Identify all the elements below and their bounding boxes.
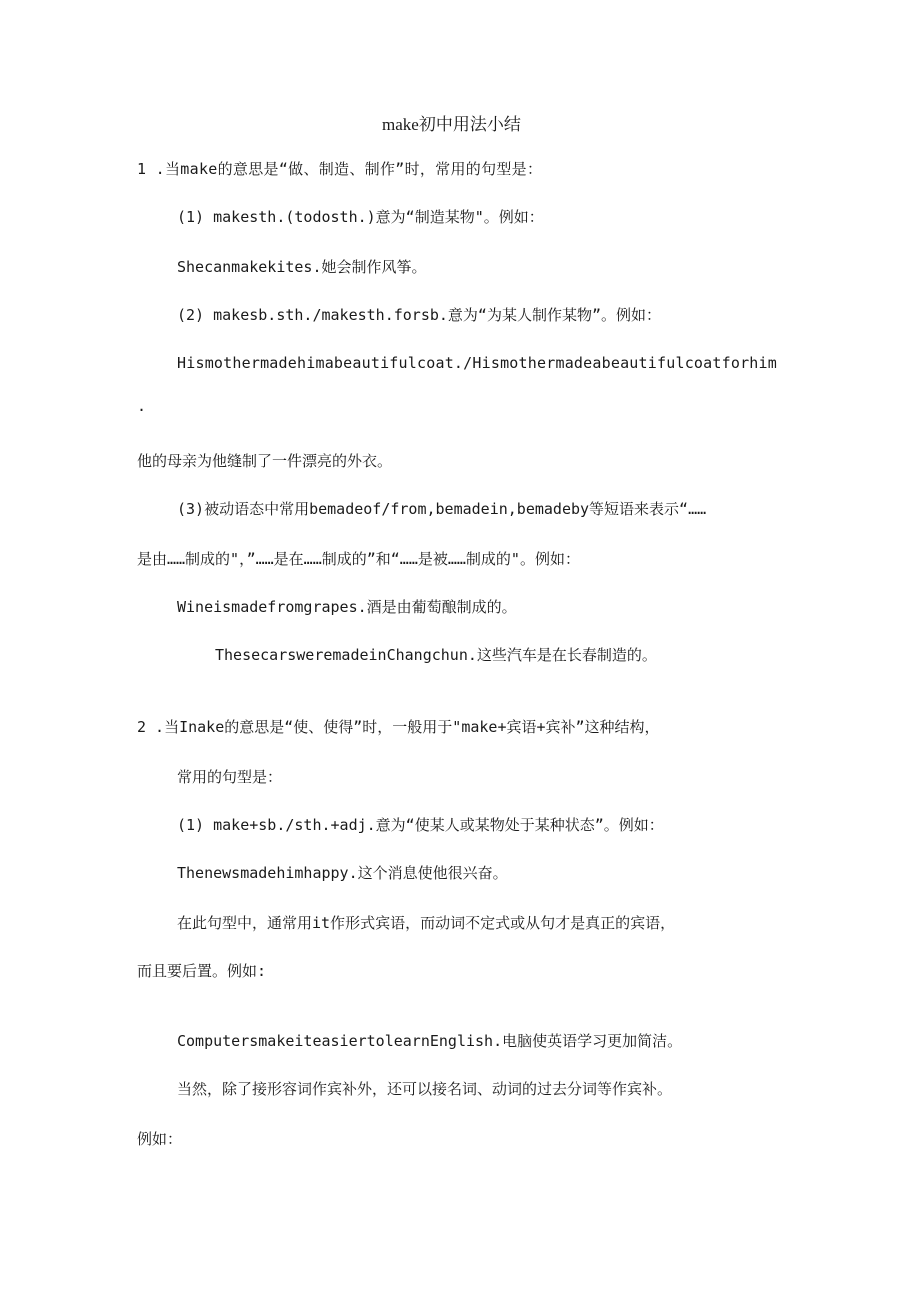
item-1-2: (2) makesb.sth./makesth.forsb.意为“为某人制作某物”。例如： xyxy=(177,306,661,324)
example-2-1b: ComputersmakeiteasiertolearnEnglish.电脑使英语学习更加简洁。 xyxy=(177,1032,683,1050)
section-2-heading-cont: 常用的句型是： xyxy=(177,768,283,786)
example-1-3b: ThesecarsweremadeinChangchun.这些汽车是在长春制造的。 xyxy=(215,646,657,664)
note-2-2: 当然，除了接形容词作宾补外，还可以接名词、动词的过去分词等作宾补。 xyxy=(177,1080,673,1098)
note-2-2-cont: 例如： xyxy=(137,1130,183,1148)
item-2-1: (1) make+sb./sth.+adj.意为“使某人或某物处于某种状态”。例如： xyxy=(177,816,664,834)
example-1-2: Hismothermadehimabeautifulcoat./Hismothermadeabeautifulcoatforhim xyxy=(177,354,777,372)
example-1-1: Shecanmakekites.她会制作风筝。 xyxy=(177,258,427,276)
item-1-3-cont: 是由……制成的"，”……是在……制成的”和“……是被……制成的"。例如： xyxy=(137,550,580,568)
section-1-heading: 1 .当make的意思是“做、制造、制作”时，常用的句型是： xyxy=(137,160,543,178)
item-1-1: (1) makesth.(todosth.)意为“制造某物"。例如： xyxy=(177,208,544,226)
example-1-3a: Wineismadefromgrapes.酒是由葡萄酿制成的。 xyxy=(177,598,517,616)
item-1-3: (3)被动语态中常用bemadeof/from,bemadein,bemadeby等短语来表示“…… xyxy=(177,500,707,518)
section-2-heading: 2 .当Inake的意思是“使、使得”时，一般用于"make+宾语+宾补”这种结构， xyxy=(137,718,660,736)
page-title: make初中用法小结 xyxy=(382,115,521,134)
example-1-2-period: . xyxy=(137,397,147,415)
note-2-1: 在此句型中，通常用it作形式宾语，而动词不定式或从句才是真正的宾语， xyxy=(177,914,676,932)
example-1-2-translation: 他的母亲为他缝制了一件漂亮的外衣。 xyxy=(137,452,393,470)
example-2-1: Thenewsmadehimhappy.这个消息使他很兴奋。 xyxy=(177,864,508,882)
note-2-1-cont: 而且要后置。例如: xyxy=(137,962,267,980)
